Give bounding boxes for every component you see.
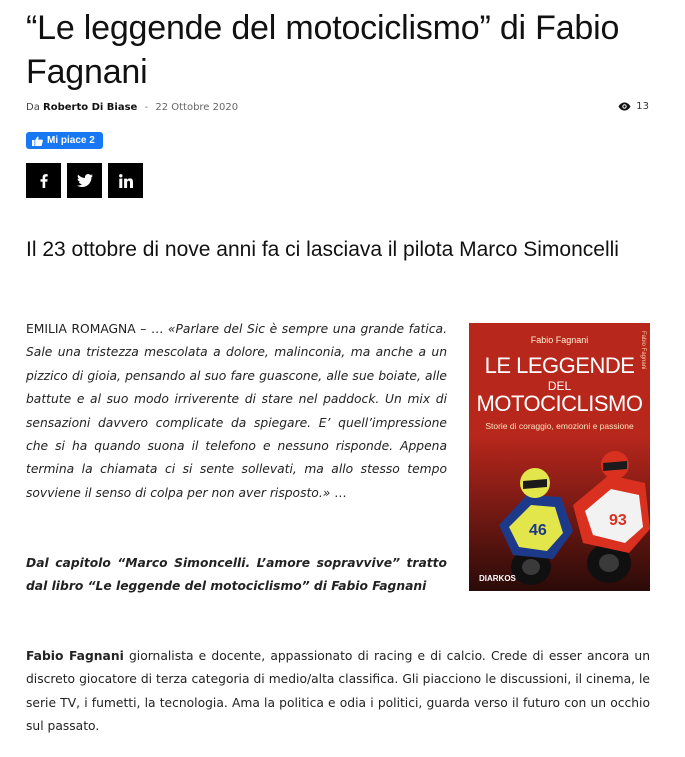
bio-author-name: Fabio Fagnani: [26, 649, 124, 663]
share-linkedin-button[interactable]: [108, 163, 143, 198]
cover-riders-illustration: [469, 435, 650, 591]
book-caption: Dal capitolo “Marco Simoncelli. L’amore sopravvive” tratto dal libro “Le leggende del motociclismo” di Fabio Fagnani: [26, 556, 447, 594]
cover-title-line1: LE LEGGENDE: [484, 353, 635, 378]
intro-ellipsis: …: [330, 485, 347, 500]
cover-spine-text: Fabio Fagnani: [640, 331, 646, 370]
view-count-value: 13: [636, 101, 649, 112]
rider-left-number: 46: [529, 522, 547, 539]
facebook-icon: [40, 174, 48, 188]
cover-publisher-logo: DIARKOS: [479, 574, 516, 583]
eye-icon: [618, 102, 631, 111]
intro-place: EMILIA ROMAGNA – …: [26, 322, 168, 336]
share-buttons: [26, 163, 143, 198]
article-subtitle: Il 23 ottobre di nove anni fa ci lasciava il pilota Marco Simoncelli: [26, 238, 619, 261]
by-label: Da: [26, 102, 40, 113]
view-count: [618, 101, 649, 112]
facebook-like-label: Mi piace 2: [47, 135, 95, 146]
intro-quote: «Parlare del Sic è sempre una grande fatica. Sale una tristezza mescolata a dolore, malinconia, ma anche a un pizzico di gioia, pensando al suo fare guascone, alle sue boiate, alle battute e al suo modo irriverente di stare nel paddock. Un mix di sensazioni davvero complicate da spiegare. E’ quell’impressione che si ha quando suona il telefono e nessuno risponde. Appena termina la chiamata ci si sente sollevati, ma allo stesso tempo sovviene il senso di colpa per non aver risposto.»: [26, 322, 447, 500]
intro-paragraph: [26, 318, 447, 505]
bio-text: giornalista e docente, appassionato di racing e di calcio. Crede di esser ancora un discreto giocatore di terza categoria di medio/alta classifica. Gli piacciono le discussioni, il cinema, le serie TV, i fumetti, la tecnologia. Ama la politica e odia i politici, guarda verso il futuro con un occhio sul passato.: [26, 649, 650, 734]
cover-title-line3: MOTOCICLISMO: [476, 391, 643, 416]
article-title: “Le leggende del motociclismo” di Fabio Fagnani: [26, 9, 620, 91]
meta-separator: -: [144, 102, 149, 113]
cover-title-line2: DEL: [547, 379, 572, 393]
thumbs-up-icon: [32, 136, 43, 146]
rider-right-number: 93: [609, 512, 627, 529]
book-cover-image: [469, 323, 650, 591]
linkedin-icon: [119, 174, 133, 188]
article-meta: [26, 102, 238, 113]
facebook-like-button[interactable]: [26, 132, 103, 149]
cover-author: Fabio Fagnani: [530, 335, 589, 345]
author-bio: [26, 645, 650, 739]
publish-date: 22 Ottobre 2020: [155, 102, 239, 113]
twitter-icon: [77, 174, 93, 187]
share-twitter-button[interactable]: [67, 163, 102, 198]
author-link[interactable]: Roberto Di Biase: [43, 102, 138, 113]
share-facebook-button[interactable]: [26, 163, 61, 198]
cover-tagline: Storie di coraggio, emozioni e passione: [485, 421, 634, 431]
